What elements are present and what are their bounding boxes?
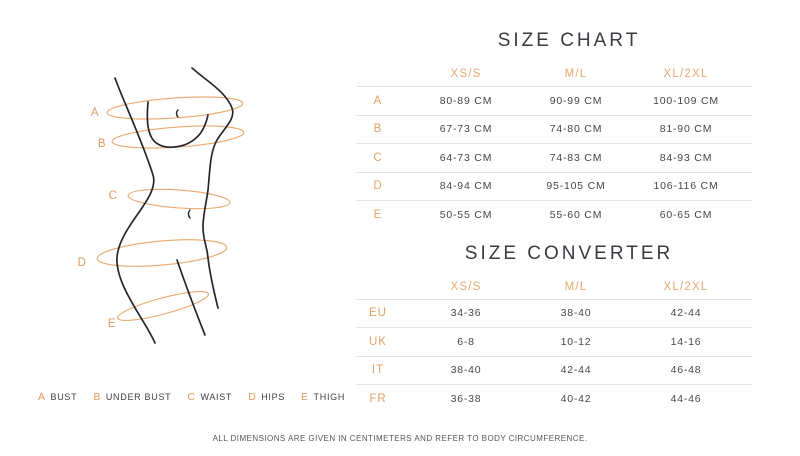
nipple-mark: [177, 110, 179, 117]
tables-panel: [356, 0, 752, 413]
cell-value: 74-80 CM: [549, 123, 603, 136]
size-converter-header-row: [356, 275, 752, 299]
cell-value: 6-8: [457, 335, 475, 348]
size-converter-col-xl-2xl: XL/2XL: [663, 280, 709, 293]
size-chart-header-row: [356, 62, 752, 86]
row-label: A: [373, 94, 383, 107]
cell-value: 80-89 CM: [439, 94, 493, 107]
body-outline-front: [192, 68, 233, 308]
table-row: [356, 86, 752, 115]
cell-value: 81-90 CM: [659, 123, 713, 136]
legend-item-waist: [187, 391, 232, 403]
cell-value: 42-44: [560, 364, 592, 377]
legend-label: THIGH: [313, 392, 346, 402]
legend-item-bust: [38, 391, 77, 403]
size-chart-col-xl-2xl: XL/2XL: [663, 68, 709, 80]
legend-item-hips: [248, 391, 285, 403]
cell-value: 67-73 CM: [439, 123, 493, 136]
row-label: B: [373, 123, 383, 136]
legend-letter: E: [301, 391, 309, 403]
size-chart-col-m-l: M/L: [564, 68, 588, 80]
cell-value: 84-94 CM: [439, 180, 493, 193]
body-measurement-figure: [50, 40, 270, 360]
table-row: [356, 143, 752, 172]
size-converter-col-m-l: M/L: [564, 280, 588, 293]
cell-value: 14-16: [670, 335, 702, 348]
cell-value: 84-93 CM: [659, 151, 713, 164]
size-converter-col-xs-s: XS/S: [450, 280, 482, 293]
cell-value: 40-42: [560, 392, 592, 405]
cell-value: 46-48: [670, 364, 702, 377]
size-chart-title: SIZE CHART: [497, 30, 641, 51]
legend-letter: B: [93, 391, 101, 403]
row-label: E: [373, 208, 383, 221]
figure-label-e: E: [107, 318, 117, 330]
navel-mark: [189, 210, 191, 218]
table-row: [356, 384, 752, 413]
cell-value: 74-83 CM: [549, 151, 603, 164]
figure-label-a: A: [90, 107, 100, 119]
size-chart-col-xs-s: XS/S: [450, 68, 482, 80]
cell-value: 50-55 CM: [439, 208, 493, 221]
figure-label-c: C: [108, 190, 118, 202]
table-row: [356, 115, 752, 144]
thigh-line-ellipse: [116, 286, 211, 326]
cell-value: 106-116 CM: [653, 180, 719, 193]
dimensions-note: ALL DIMENSIONS ARE GIVEN IN CENTIMETERS AND REFER TO BODY CIRCUMFERENCE.: [212, 434, 588, 443]
row-label: FR: [369, 392, 387, 405]
cell-value: 44-46: [670, 392, 702, 405]
legend-letter: C: [187, 391, 196, 403]
cell-value: 90-99 CM: [549, 94, 603, 107]
legend-label: BUST: [50, 392, 78, 402]
cell-value: 38-40: [450, 364, 482, 377]
cell-value: 34-36: [450, 307, 482, 320]
table-row: [356, 200, 752, 229]
cell-value: 60-65 CM: [659, 208, 713, 221]
cell-value: 38-40: [560, 307, 592, 320]
table-row: [356, 299, 752, 328]
legend-item-under-bust: [93, 391, 171, 403]
legend-label: UNDER BUST: [105, 392, 172, 402]
legend-letter: D: [248, 391, 257, 403]
row-label: UK: [369, 335, 387, 348]
cell-value: 100-109 CM: [653, 94, 719, 107]
cell-value: 64-73 CM: [439, 151, 493, 164]
cell-value: 36-38: [450, 392, 482, 405]
table-row: [356, 172, 752, 201]
cell-value: 55-60 CM: [549, 208, 603, 221]
cell-value: 95-105 CM: [546, 180, 606, 193]
cell-value: 10-12: [560, 335, 592, 348]
size-converter-title: SIZE CONVERTER: [464, 242, 674, 264]
table-row: [356, 327, 752, 356]
breast-outline: [147, 102, 208, 147]
row-label: IT: [371, 364, 385, 377]
row-label: C: [373, 151, 383, 164]
figure-label-b: B: [97, 138, 107, 150]
legend-letter: A: [38, 391, 46, 403]
inner-thigh-line: [177, 260, 205, 335]
legend-label: HIPS: [261, 392, 286, 402]
table-row: [356, 356, 752, 385]
legend-label: WAIST: [200, 392, 233, 402]
legend-item-thigh: [301, 391, 345, 403]
measurement-legend: [38, 391, 345, 403]
row-label: D: [373, 180, 383, 193]
row-label: EU: [369, 307, 387, 320]
figure-label-d: D: [77, 257, 87, 269]
cell-value: 42-44: [670, 307, 702, 320]
